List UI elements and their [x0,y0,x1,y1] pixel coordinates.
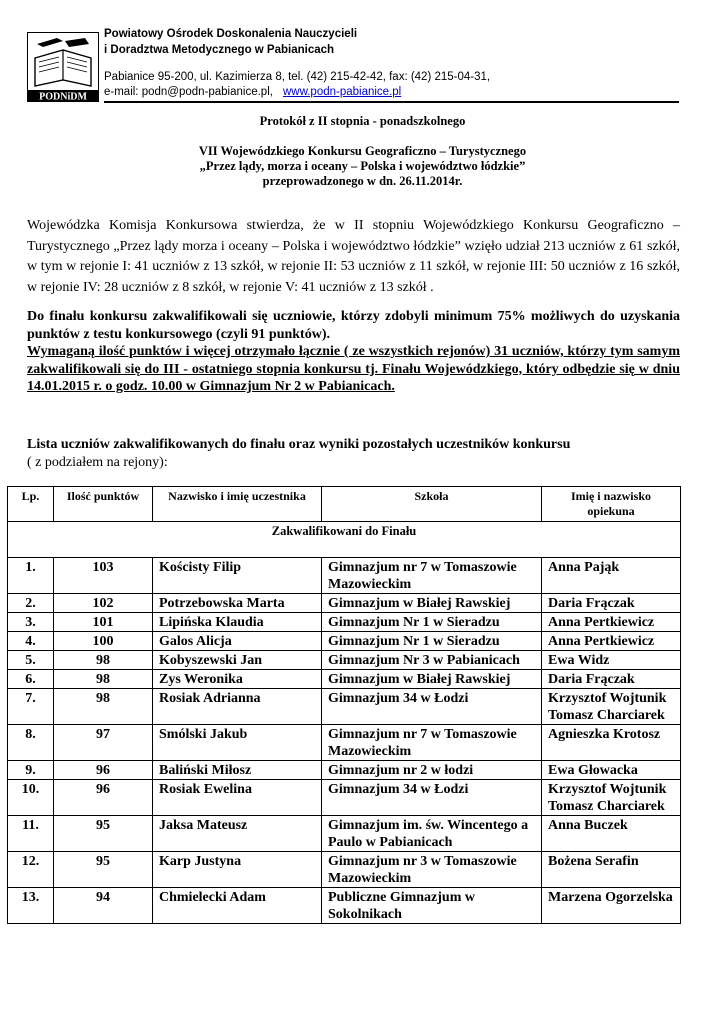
table-row [8,594,681,613]
row-points: 98 [54,670,153,689]
table-row [8,761,681,780]
row-teacher: Bożena Serafin [542,852,681,888]
row-school: Gimnazjum 34 w Łodzi [322,689,542,725]
row-school: Publiczne Gimnazjum w Sokolnikach [322,888,542,924]
row-name: Karp Justyna [153,852,322,888]
row-name: Baliński Miłosz [153,761,322,780]
row-name: Rosiak Ewelina [153,780,322,816]
table-row [8,852,681,888]
org-name-line1: Powiatowy Ośrodek Doskonalenia Nauczycieli [104,28,358,40]
row-lp: 13. [8,888,54,924]
row-lp: 3. [8,613,54,632]
table-group-row [8,522,681,558]
final-announcement: Wymaganą ilość punktów i więcej otrzymało łącznie ( ze wszystkich rejonów) 31 uczniów, którzy tym samym zakwalifikowali się do III - ostatniego stopnia konkursu tj. Finału Wojewódzkiego, który odbędzie się w dniu 14.01.2015 r. o godz. 10.00 w Gimnazjum Nr 2 w Pabianicach. [27,344,680,394]
org-address: Pabianice 95-200, ul. Kazimierza 8, tel. (42) 215-42-42, fax: (42) 215-04-31, [104,71,491,83]
contest-title [0,144,725,189]
row-teacher: Ewa Głowacka [542,761,681,780]
row-points: 103 [54,558,153,594]
row-teacher: Krzysztof Wojtunik Tomasz Charciarek [542,689,681,725]
table-row [8,888,681,924]
website-link[interactable]: www.podn-pabianice.pl [282,86,402,98]
row-school: Gimnazjum nr 7 w Tomaszowie Mazowieckim [322,725,542,761]
table-row [8,780,681,816]
org-contact [104,86,401,98]
row-school: Gimnazjum nr 2 w łodzi [322,761,542,780]
col-header-teacher: Imię i nazwisko opiekuna [542,487,681,522]
row-name: Kościsty Filip [153,558,322,594]
col-header-school: Szkoła [322,487,542,522]
row-school: Gimnazjum nr 7 w Tomaszowie Mazowieckim [322,558,542,594]
list-intro [27,436,680,472]
col-header-name: Nazwisko i imię uczestnika [153,487,322,522]
row-teacher: Anna Pająk [542,558,681,594]
list-intro-note: ( z podziałem na rejony): [27,455,168,470]
row-lp: 7. [8,689,54,725]
row-points: 102 [54,594,153,613]
letterhead [27,24,652,104]
contest-title-line2: „Przez lądy, morza i oceany – Polska i województwo łódzkie” [199,159,526,173]
row-name: Rosiak Adrianna [153,689,322,725]
row-lp: 8. [8,725,54,761]
col-header-lp: Lp. [8,487,54,522]
contest-title-line1: VII Wojewódzkiego Konkursu Geograficzno – Turystycznego [198,144,527,158]
table-header-row [8,487,681,522]
row-lp: 12. [8,852,54,888]
commission-statement: Wojewódzka Komisja Konkursowa stwierdza, że w II stopniu Wojewódzkiego Konkursu Geograficzno – Turystycznego „Przez lądy morza i oceany – Polska i województwo łódzkie” wzięło udział 213 uczniów z 61 szkół, w tym w rejonie I: 41 uczniów z 13 szkół, w rejonie II: 53 uczniów z 11 szkół, w rejonie III: 50 uczniów z 16 szkół, w rejonie IV: 28 uczniów z 8 szkół, w rejonie V: 41 uczniów z 13 szkół . [27,218,680,295]
row-points: 98 [54,651,153,670]
row-lp: 1. [8,558,54,594]
row-school: Gimnazjum Nr 1 w Sieradzu [322,632,542,651]
row-teacher: Anna Pertkiewicz [542,632,681,651]
row-teacher: Anna Buczek [542,816,681,852]
row-school: Gimnazjum Nr 1 w Sieradzu [322,613,542,632]
row-school: Gimnazjum w Białej Rawskiej [322,594,542,613]
book-logo-icon [27,32,99,102]
row-points: 96 [54,780,153,816]
row-teacher: Anna Pertkiewicz [542,613,681,632]
row-teacher: Ewa Widz [542,651,681,670]
row-lp: 2. [8,594,54,613]
row-school: Gimnazjum w Białej Rawskiej [322,670,542,689]
org-name-line2: i Doradztwa Metodycznego w Pabianicach [104,44,335,56]
logo-text: PODNiDM [39,91,87,102]
row-name: Jaksa Mateusz [153,816,322,852]
table-row [8,725,681,761]
row-school: Gimnazjum 34 w Łodzi [322,780,542,816]
email-text: e-mail: podn@podn-pabianice.pl, [104,86,273,98]
row-points: 95 [54,852,153,888]
protocol-title: Protokół z II stopnia - ponadszkolnego [259,114,466,128]
qualification-info [27,308,680,396]
table-row [8,651,681,670]
row-lp: 6. [8,670,54,689]
row-points: 94 [54,888,153,924]
row-points: 100 [54,632,153,651]
row-name: Smólski Jakub [153,725,322,761]
table-row [8,689,681,725]
header-divider [104,101,679,103]
row-points: 96 [54,761,153,780]
row-teacher: Krzysztof Wojtunik Tomasz Charciarek [542,780,681,816]
table-row [8,670,681,689]
row-name: Potrzebowska Marta [153,594,322,613]
row-name: Chmielecki Adam [153,888,322,924]
row-lp: 9. [8,761,54,780]
row-teacher: Agnieszka Krotosz [542,725,681,761]
row-lp: 11. [8,816,54,852]
table-row [8,816,681,852]
row-teacher: Daria Frączak [542,670,681,689]
row-points: 98 [54,689,153,725]
qualification-rule: Do finału konkursu zakwalifikowali się uczniowie, którzy zdobyli minimum 75% możliwych do uzyskania punktów z testu konkursowego (czyli 91 punktów). [27,309,680,342]
row-lp: 10. [8,780,54,816]
row-name: Zys Weronika [153,670,322,689]
results-table [7,486,681,924]
row-points: 97 [54,725,153,761]
table-row [8,632,681,651]
table-row [8,613,681,632]
table-row [8,558,681,594]
row-name: Kobyszewski Jan [153,651,322,670]
row-school: Gimnazjum im. św. Wincentego a Paulo w Pabianicach [322,816,542,852]
row-lp: 5. [8,651,54,670]
group-label: Zakwalifikowani do Finału [8,522,681,558]
col-header-points: Ilość punktów [54,487,153,522]
row-points: 101 [54,613,153,632]
row-lp: 4. [8,632,54,651]
list-intro-title: Lista uczniów zakwalifikowanych do finału oraz wyniki pozostałych uczestników konkursu [27,437,571,452]
row-name: Galos Alicja [153,632,322,651]
row-points: 95 [54,816,153,852]
row-teacher: Daria Frączak [542,594,681,613]
row-school: Gimnazjum nr 3 w Tomaszowie Mazowieckim [322,852,542,888]
contest-title-line3: przeprowadzonego w dn. 26.11.2014r. [262,174,463,188]
row-school: Gimnazjum Nr 3 w Pabianicach [322,651,542,670]
row-teacher: Marzena Ogorzelska [542,888,681,924]
row-name: Lipińska Klaudia [153,613,322,632]
